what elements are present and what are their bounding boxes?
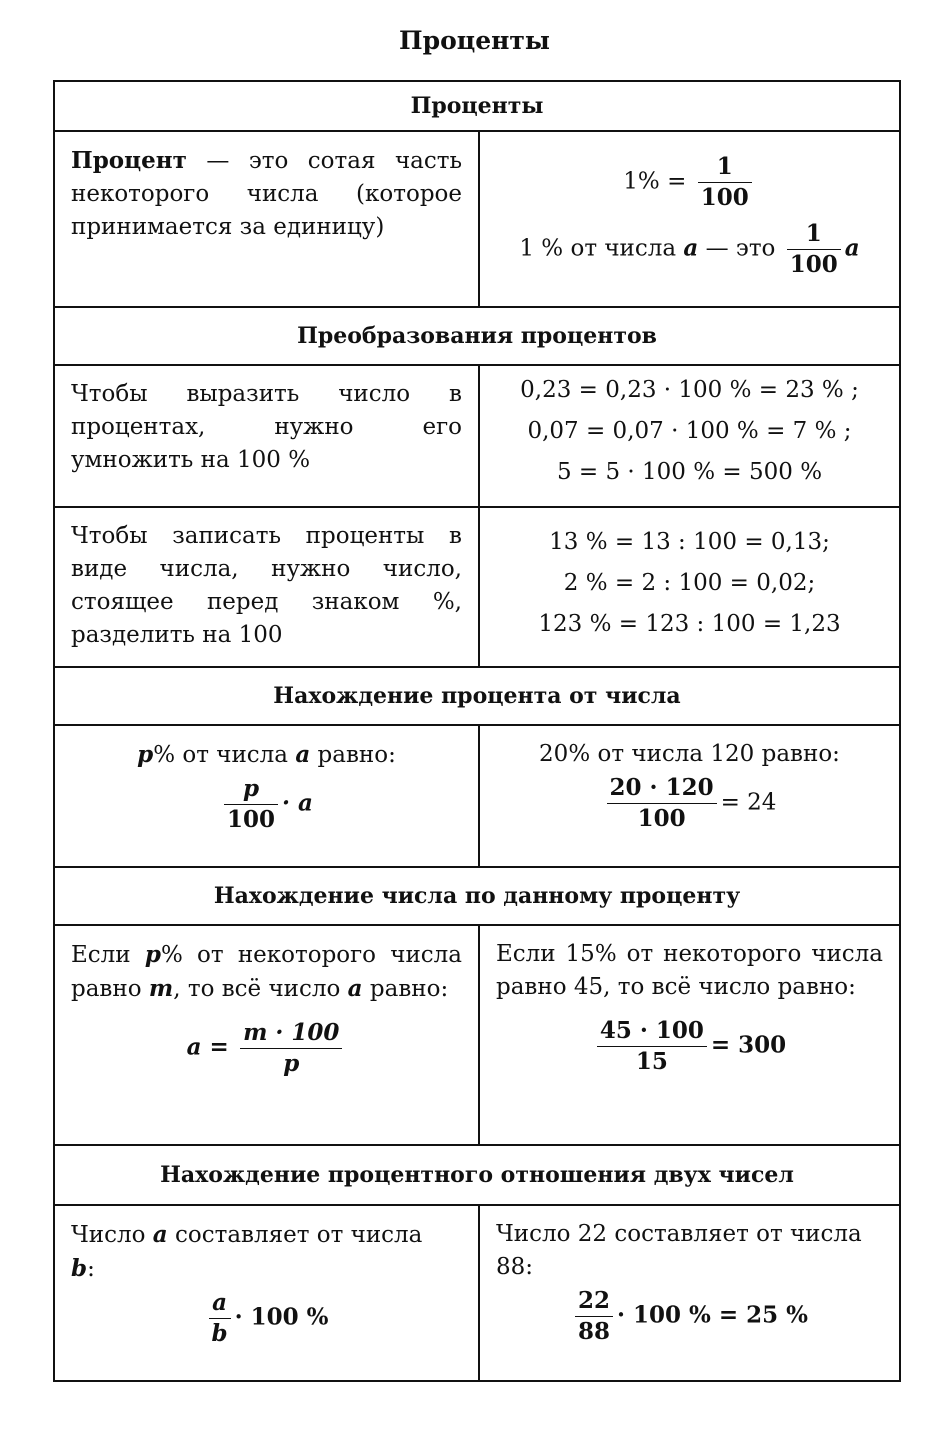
row-percent-of-number <box>55 726 899 868</box>
number-by-percent-example: Если 15% от некоторого числа равно 45, то всё число равно: $\frac{45 \cdot 100}{15}$ = 300 <box>496 941 883 1075</box>
row-to-percent <box>55 366 899 508</box>
percent-of-number-example: 20% от числа 120 равно: $\frac{20 \cdot 120}{100}$ = 24 <box>539 741 840 832</box>
percent-ratio-example: Число 22 составляет от числа 88: $\frac{22}{88}$ · 100 % = 25 % <box>496 1221 862 1345</box>
example-line: 2 % = 2 : 100 = 0,02; <box>563 570 816 596</box>
from-percent-rule: Чтобы записать проценты в виде числа, нужно число, стоящее перед знаком %, разделить на 100 <box>71 523 462 648</box>
percent-ratio-formula: $\frac{a}{b}$ · 100 % <box>71 1288 462 1349</box>
definition-formulas <box>480 132 899 306</box>
percent-table <box>53 80 901 1382</box>
example-line: 0,07 = 0,07 · 100 % = 7 % ; <box>527 418 852 444</box>
section-header-number-by-percent: Нахождение числа по данному проценту <box>55 868 899 926</box>
example-line: 0,23 = 0,23 · 100 % = 23 % ; <box>520 377 859 403</box>
row-number-by-percent <box>55 926 899 1146</box>
row-percent-ratio <box>55 1206 899 1380</box>
to-percent-examples <box>480 366 899 506</box>
definition-rest: — это сотая часть некоторого числа (которое принимается за единицу) <box>71 148 462 240</box>
number-by-percent-rule: Если p% от некоторого числа равно m, то всё число a равно: a = $\frac{m \cdot 100}{p}$ <box>71 941 462 1077</box>
percent-ratio-rule: Число a составляет от числа b: $\frac{a}{b}$ · 100 % <box>55 1206 478 1380</box>
percent-of-number-formula: $\frac{p}{100}$ · a <box>71 774 462 835</box>
row-definition <box>55 132 899 308</box>
page-title: Проценты <box>399 26 550 55</box>
to-percent-rule: Чтобы выразить число в процентах, нужно его умножить на 100 % <box>71 381 462 473</box>
section-header-percent-of-number: Нахождение процента от числа <box>55 668 899 726</box>
from-percent-examples <box>480 508 899 666</box>
example-line: 123 % = 123 : 100 = 1,23 <box>538 611 841 637</box>
row-from-percent <box>55 508 899 668</box>
formula-one-percent: 1% = $\frac{1}{100}$ <box>496 152 883 213</box>
formula-one-percent-of-a: 1 % от числа a — это $\frac{1}{100}$ a <box>519 220 860 278</box>
section-header-percent-ratio: Нахождение процентного отношения двух чисел <box>55 1146 899 1206</box>
example-line: 13 % = 13 : 100 = 0,13; <box>549 529 830 555</box>
example-line: 5 = 5 · 100 % = 500 % <box>556 459 823 485</box>
section-header-percent: Проценты <box>55 82 899 132</box>
number-by-percent-formula: a = $\frac{m \cdot 100}{p}$ <box>71 1018 462 1079</box>
definition-text <box>55 132 478 306</box>
definition-term: Процент <box>71 147 187 174</box>
section-header-conversion: Преобразования процентов <box>55 308 899 366</box>
percent-of-number-rule: p% от числа a равно: $\frac{p}{100}$ · a <box>55 726 478 866</box>
